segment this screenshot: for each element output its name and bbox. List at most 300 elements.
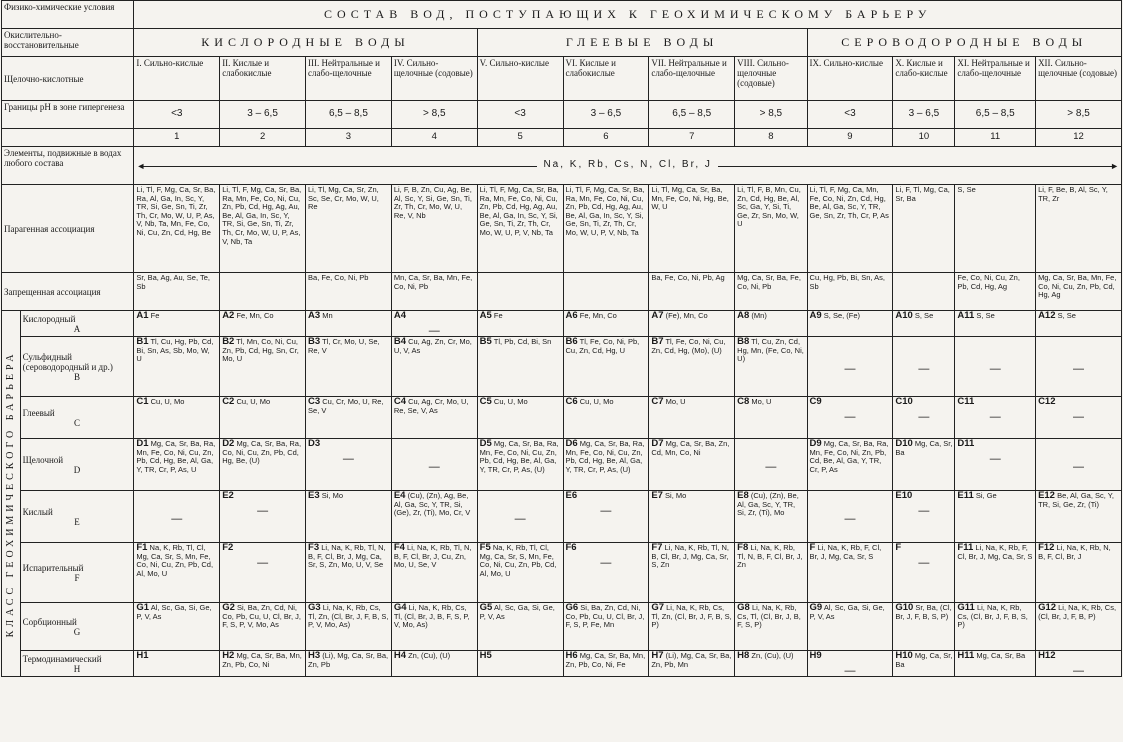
- barrier-elements: (Mn): [751, 311, 767, 320]
- barrier-elements: Zn, (Cu), (U): [751, 651, 794, 661]
- barrier-elements: —: [989, 410, 1001, 423]
- barrier-code: F11: [957, 542, 974, 554]
- paragenetic-cell-6: Li, Tl, F, Mg, Ca, Sr, Ba, Ra, Mn, Fe, Co, Ni, Cu, Zn, Pb, Cd, Hg, Ag, Au, Be, Al, Ga, In, Sc, Y, Si, Ge, Sn, Ti, Zr, Th, Cr, Mo, W, U, P, V, Nb, Ta: [563, 185, 649, 273]
- barrier-code: A2: [222, 310, 235, 321]
- barrier-cell-d11: [955, 439, 1036, 491]
- barrier-cell-b2: [220, 337, 306, 397]
- barrier-cell-a5: [477, 311, 563, 337]
- barrier-cell-g4: [391, 603, 477, 651]
- barrier-elements: Cu, Cr, Mo, U, Re, Se, V: [308, 397, 384, 415]
- barrier-cell-h2: [220, 651, 306, 677]
- barrier-name-text: Щелочной: [22, 454, 64, 465]
- barrier-elements: —: [989, 452, 1001, 465]
- barrier-row-e: [2, 491, 1122, 543]
- barrier-elements: Li, Na, K, Rb, Cs, (Cl, Br, J, F, B, P): [1038, 603, 1117, 621]
- barrier-cell-c7: [649, 397, 735, 439]
- column-name-5: V. Сильно-кислые: [477, 57, 563, 101]
- column-name-10: X. Кислые и слабо-кислые: [893, 57, 955, 101]
- barrier-class-vertical-label: КЛАСС ГЕОХИМИЧЕСКОГО БАРЬЕРА: [2, 311, 21, 677]
- barrier-cell-e2: [220, 491, 306, 543]
- barrier-cell-c8: [735, 397, 807, 439]
- barrier-elements: —: [918, 410, 930, 423]
- barrier-elements: —: [844, 410, 856, 423]
- composition-header: СОСТАВ ВОД, ПОСТУПАЮЩИХ К ГЕОХИМИЧЕСКОМУ БАРЬЕРУ: [134, 1, 1122, 29]
- barrier-elements: —: [1073, 410, 1085, 423]
- column-name-8: VIII. Сильно-щелочные (содовые): [735, 57, 807, 101]
- mobile-elements-arrow-cell: [134, 147, 1122, 185]
- barrier-code: D1: [136, 438, 149, 450]
- ph-limits-label: Границы pH в зоне гипергенеза: [2, 101, 134, 129]
- barrier-code: H8: [737, 650, 750, 662]
- barrier-row-d: [2, 439, 1122, 491]
- barrier-elements: Mg, Ca, Sr, Ba: [895, 439, 953, 457]
- barrier-code: H5: [479, 650, 492, 662]
- barrier-elements: Mg, Ca, Sr, Ba, Ra, Mn, Fe, Co, Ni, Cu, Zn, Pb, Cd, Hg, Be, Al, Ga, Y, TR, Cr, P, As, (U): [565, 439, 645, 474]
- barrier-elements: S, Se: [1057, 311, 1076, 320]
- barrier-code: H9: [809, 650, 822, 662]
- barrier-elements: —: [765, 461, 777, 474]
- barrier-elements: —: [257, 504, 269, 517]
- barrier-code: B7: [651, 336, 664, 348]
- barrier-elements: Mg, Ca, Sr, Ba, Zn, Cd, Mn, Co, Ni: [651, 439, 730, 457]
- barrier-cell-d7: [649, 439, 735, 491]
- barrier-elements: Li, Na, K, Rb, F, Cl, Br, J, Mg, Ca, Sr, S: [957, 543, 1033, 561]
- barrier-cell-g12: [1036, 603, 1122, 651]
- column-name-7: VII. Нейтральные и слабо-щелочные: [649, 57, 735, 101]
- barrier-name-c: [20, 397, 134, 439]
- forbidden-cell-11: Fe, Co, Ni, Cu, Zn, Pb, Cd, Hg, Ag: [955, 273, 1036, 311]
- forbidden-cell-12: Mg, Ca, Sr, Ba, Mn, Fe, Co, Ni, Cu, Zn, Pb, Cd, Hg, Ag: [1036, 273, 1122, 311]
- barrier-cell-d6: [563, 439, 649, 491]
- column-number-8: 8: [735, 129, 807, 147]
- barrier-cell-b9: [807, 337, 893, 397]
- barrier-cell-f9: [807, 543, 893, 603]
- barrier-code: B8: [737, 336, 750, 348]
- barrier-cell-d9: [807, 439, 893, 491]
- mobile-elements-label: Элементы, подвижные в водах любого состава: [2, 147, 134, 185]
- barrier-cell-f11: [955, 543, 1036, 603]
- barrier-row-b: [2, 337, 1122, 397]
- barrier-cell-c10: [893, 397, 955, 439]
- barrier-elements: Li, Na, K, Rb, Cs, Tl, (Cl, Br, J, B, F, S, P, V, Mo, As): [393, 603, 470, 630]
- barrier-elements: Li, Na, K, Rb, Cs, (Cl, Br, J, F, B, S, P): [957, 603, 1028, 630]
- barrier-code: A10: [895, 310, 913, 321]
- barrier-cell-a6: [563, 311, 649, 337]
- ph-range-12: > 8,5: [1036, 101, 1122, 129]
- barrier-cell-g7: [649, 603, 735, 651]
- barrier-elements: Mg, Ca, Sr, Ba, Ra, Co, Ni, Cu, Zn, Pb, Cd, Hg, Be, (U): [222, 439, 302, 466]
- barrier-row-g: [2, 603, 1122, 651]
- barrier-cell-c4: [391, 397, 477, 439]
- barrier-elements: —: [171, 513, 183, 526]
- barrier-elements: —: [1073, 363, 1085, 376]
- barrier-code: D9: [809, 438, 822, 450]
- barrier-name-h: [20, 651, 134, 677]
- barrier-letter: D: [73, 464, 81, 475]
- barrier-elements: Na, K, Rb, Tl, Cl, Mg, Ca, Sr, S, Mn, Fe, Co, Ni, Cu, Zn, Pb, Cd, Al, Mo, U: [479, 543, 557, 578]
- barrier-cell-b5: [477, 337, 563, 397]
- geochemical-barrier-table: [1, 0, 1122, 677]
- barrier-cell-h1: [134, 651, 220, 677]
- barrier-code: A12: [1038, 310, 1056, 321]
- barrier-name-e: [20, 491, 134, 543]
- column-number-11: 11: [955, 129, 1036, 147]
- barrier-elements: Li, Na, K, Rb, Tl, N, B, F, Cl, Br, J, Zn: [737, 543, 803, 570]
- column-name-11: XI. Нейтральные и слабо-щелочные: [955, 57, 1036, 101]
- barrier-elements: Cu, Ag, Zn, Cr, Mo, U, V, As: [393, 337, 472, 355]
- barrier-cell-e3: [306, 491, 392, 543]
- barrier-cell-g9: [807, 603, 893, 651]
- barrier-code: A9: [809, 310, 822, 321]
- barrier-elements: (Li), Mg, Ca, Sr, Ba, Zn, Pb, Mn: [651, 651, 732, 669]
- barrier-cell-c2: [220, 397, 306, 439]
- barrier-elements: —: [989, 363, 1001, 376]
- barrier-cell-e9: [807, 491, 893, 543]
- barrier-code: G5: [479, 602, 493, 614]
- barrier-cell-f1: [134, 543, 220, 603]
- paragenetic-cell-12: Li, F, Be, B, Al, Sc, Y, TR, Zr: [1036, 185, 1122, 273]
- column-number-1: 1: [134, 129, 220, 147]
- barrier-code: E7: [651, 490, 663, 502]
- barrier-code: F1: [136, 542, 148, 554]
- paragenetic-cell-8: Li, Tl, F, B, Mn, Cu, Zn, Cd, Hg, Be, Al, Sc, Ga, Y, Si, Ti, Ge, Zr, Sn, Mo, W, U: [735, 185, 807, 273]
- paragenetic-cell-4: Li, F, B, Zn, Cu, Ag, Be, Al, Sc, Y, Si, Ge, Sn, Ti, Zr, Th, Cr, Mo, W, U, Re, V, Nb: [391, 185, 477, 273]
- barrier-code: A4: [393, 310, 406, 321]
- alkaline-acid-label: Щелочно-кислотные: [2, 57, 134, 101]
- barrier-name-text: Сульфидный (сероводородный и др.): [22, 351, 113, 372]
- barrier-code: F12: [1038, 542, 1055, 554]
- barrier-code: E12: [1038, 490, 1055, 502]
- barrier-cell-d10: [893, 439, 955, 491]
- barrier-cell-h11: [955, 651, 1036, 677]
- barrier-elements: —: [428, 461, 440, 474]
- barrier-cell-g11: [955, 603, 1036, 651]
- barrier-elements: (Cu), (Zn), Ag, Be, Al, Ga, Sc, Y, TR, Si, (Ge), Zr, (Ti), Mo, Cr, V: [393, 491, 471, 518]
- barrier-elements: Be, Al, Ga, Sc, Y, TR, Si, Ge, Zr, (Ti): [1038, 491, 1114, 509]
- barrier-code: B6: [565, 336, 578, 348]
- barrier-cell-f4: [391, 543, 477, 603]
- barrier-elements: Cu, U, Mo: [150, 397, 185, 407]
- barrier-elements: —: [918, 363, 930, 376]
- barrier-code: F5: [479, 542, 491, 554]
- forbidden-cell-1: Sr, Ba, Ag, Au, Se, Te, Sb: [134, 273, 220, 311]
- barrier-code: G4: [393, 602, 407, 614]
- paragenetic-cell-2: Li, Tl, F, Mg, Ca, Sr, Ba, Ra, Mn, Fe, Co, Ni, Cu, Zn, Pb, Cd, Hg, Ag, Au, Be, Al, Ga, In, Sc, Y, TR, Si, Ge, Sn, Ti, Zr, Th, Cr, Mo, W, U, P, As, V, Nb, Ta: [220, 185, 306, 273]
- barrier-code: C9: [809, 396, 822, 408]
- forbidden-cell-5: [477, 273, 563, 311]
- barrier-cell-b10: [893, 337, 955, 397]
- number-row-blank: [2, 129, 134, 147]
- barrier-code: C1: [136, 396, 149, 408]
- barrier-code: G10: [895, 602, 914, 614]
- barrier-elements: Li, Na, K, Rb, Cs, Tl, Zn, (Cl, Br, J, F, B, S, P, V, Mo, As): [308, 603, 389, 630]
- barrier-code: H1: [136, 650, 149, 662]
- arrow-left-icon: ◄: [136, 160, 146, 171]
- barrier-cell-e11: [955, 491, 1036, 543]
- barrier-cell-f10: [893, 543, 955, 603]
- barrier-cell-a9: [807, 311, 893, 337]
- barrier-letter: H: [73, 663, 81, 674]
- barrier-elements: S, Se: [914, 311, 934, 320]
- barrier-code: A6: [565, 310, 578, 321]
- barrier-cell-a1: [134, 311, 220, 337]
- barrier-elements: Li, Na, K, Rb, Cs, Tl, (Cl, Br, J, B, F, S, P): [737, 603, 801, 630]
- barrier-elements: —: [1073, 664, 1085, 677]
- barrier-name-text: Кислый: [22, 506, 53, 517]
- barrier-elements: Mg, Ca, Sr, Ba, Ra, Mn, Fe, Co, Ni, Cu, Zn, Pb, Cd, Hg, Be, Al, Ga, Y, TR, Cr, P, As, U: [136, 439, 216, 474]
- barrier-name-b: [20, 337, 134, 397]
- barrier-cell-b12: [1036, 337, 1122, 397]
- barrier-code: F7: [651, 542, 663, 554]
- barrier-code: D11: [957, 438, 975, 450]
- barrier-elements: Cu, U, Mo: [579, 397, 614, 407]
- barrier-letter: E: [74, 516, 80, 527]
- barrier-cell-h6: [563, 651, 649, 677]
- barrier-cell-g8: [735, 603, 807, 651]
- barrier-code: F8: [737, 542, 749, 554]
- barrier-elements: Li, Na, K, Rb, Tl, N, B, F, Cl, Br, J, Cu, Zn, Mo, U, Se, V: [393, 543, 472, 570]
- barrier-cell-h4: [391, 651, 477, 677]
- column-number-12: 12: [1036, 129, 1122, 147]
- barrier-cell-c9: [807, 397, 893, 439]
- paragenetic-cell-9: Li, Tl, F, Mg, Ca, Mn, Fe, Co, Ni, Zn, Cd, Hg, Be, Al, Ga, Sc, Y, TR, Ge, Sn, Zr, Th, Cr, P, As: [807, 185, 893, 273]
- barrier-elements: Tl, Fe, Co, Ni, Pb, Cu, Zn, Cd, Hg, U: [565, 337, 640, 355]
- barrier-name-f: [20, 543, 134, 603]
- barrier-cell-f8: [735, 543, 807, 603]
- barrier-letter: G: [73, 626, 81, 637]
- barrier-elements: Al, Sc, Ga, Si, Ge, P, V, As: [479, 603, 555, 621]
- mobile-elements-list: Na, K, Rb, Cs, N, Cl, Br, J: [537, 159, 717, 170]
- barrier-code: E11: [957, 490, 974, 502]
- barrier-code: F4: [393, 542, 405, 554]
- barrier-cell-a2: [220, 311, 306, 337]
- column-number-5: 5: [477, 129, 563, 147]
- barrier-code: H7: [651, 650, 664, 662]
- barrier-row-h: [2, 651, 1122, 677]
- barrier-elements: Mo, U: [751, 397, 772, 407]
- barrier-name-d: [20, 439, 134, 491]
- barrier-cell-a10: [893, 311, 955, 337]
- column-name-3: III. Нейтральные и слабо-щелочные: [306, 57, 392, 101]
- barrier-cell-d8: [735, 439, 807, 491]
- barrier-cell-g6: [563, 603, 649, 651]
- barrier-name-text: Сорбционный: [22, 616, 77, 627]
- paragenetic-cell-7: Li, Tl, Mg, Ca, Sr, Ba, Mn, Fe, Co, Ni, Hg, Be, W, U: [649, 185, 735, 273]
- barrier-code: A11: [957, 310, 975, 321]
- barrier-cell-d12: [1036, 439, 1122, 491]
- barrier-elements: Zn, (Cu), (U): [408, 651, 451, 661]
- barrier-code: H4: [393, 650, 406, 662]
- barrier-cell-a8: [735, 311, 807, 337]
- barrier-cell-e7: [649, 491, 735, 543]
- barrier-name-g: [20, 603, 134, 651]
- column-number-3: 3: [306, 129, 392, 147]
- barrier-code: F: [809, 542, 816, 554]
- barrier-elements: Li, Na, K, Rb, Tl, N, B, F, Cl, Br, J, Mg, Ca, Sr, S, Zn, Mo, U, V, Se: [308, 543, 386, 570]
- barrier-cell-d5: [477, 439, 563, 491]
- barrier-elements: Si, Ba, Zn, Cd, Ni, Co, Pb, Cu, U, Cl, Br, J, F, S, P, Fe, Mn: [565, 603, 645, 630]
- barrier-code: G3: [308, 602, 321, 614]
- barrier-code: A5: [479, 310, 492, 321]
- paragenetic-cell-5: Li, Tl, F, Mg, Ca, Sr, Ba, Ra, Mn, Fe, Co, Ni, Cu, Zn, Pb, Cd, Hg, Ag, Au, Be, Al, Ga, In, Sc, Y, Si, Ge, Sn, Ti, Zr, Th, Cr, Mo, W, U, P, V, Nb, Ta: [477, 185, 563, 273]
- barrier-code: H6: [565, 650, 578, 662]
- barrier-elements: Al, Sc, Ga, Si, Ge, P, V, As: [136, 603, 212, 621]
- barrier-code: G12: [1038, 602, 1057, 614]
- paragenetic-cell-10: Li, F, Tl, Mg, Ca, Sr, Ba: [893, 185, 955, 273]
- column-name-6: VI. Кислые и слабокислые: [563, 57, 649, 101]
- column-number-10: 10: [893, 129, 955, 147]
- barrier-cell-a3: [306, 311, 392, 337]
- barrier-cell-h8: [735, 651, 807, 677]
- column-number-9: 9: [807, 129, 893, 147]
- barrier-cell-g10: [893, 603, 955, 651]
- barrier-elements: Al, Sc, Ga, Si, Ge, P, V, As: [809, 603, 885, 621]
- barrier-code: G9: [809, 602, 823, 614]
- barrier-elements: —: [600, 556, 612, 569]
- barrier-elements: —: [844, 664, 856, 677]
- barrier-cell-b8: [735, 337, 807, 397]
- barrier-code: G8: [737, 602, 750, 614]
- column-number-4: 4: [391, 129, 477, 147]
- barrier-elements: —: [257, 556, 269, 569]
- forbidden-association-label: Запрещенная ассоциация: [2, 273, 134, 311]
- barrier-cell-c11: [955, 397, 1036, 439]
- barrier-elements: Fe: [150, 311, 160, 320]
- barrier-row-a: [2, 311, 1122, 337]
- barrier-cell-c5: [477, 397, 563, 439]
- barrier-code: D7: [651, 438, 664, 450]
- barrier-code: C10: [895, 396, 913, 408]
- barrier-cell-b3: [306, 337, 392, 397]
- barrier-code: H11: [957, 650, 975, 662]
- barrier-code: E4: [393, 490, 406, 502]
- barrier-elements: —: [918, 556, 930, 569]
- barrier-code: F3: [308, 542, 320, 554]
- ph-range-5: <3: [477, 101, 563, 129]
- forbidden-cell-6: [563, 273, 649, 311]
- barrier-cell-c3: [306, 397, 392, 439]
- barrier-code: A1: [136, 310, 149, 321]
- barrier-code: C12: [1038, 396, 1056, 408]
- barrier-elements: Fe: [493, 311, 503, 320]
- barrier-code: B3: [308, 336, 321, 348]
- barrier-code: E8: [737, 490, 749, 502]
- barrier-elements: Mg, Ca, Sr, Ba, Mn, Zn, Pb, Co, Ni: [222, 651, 302, 669]
- barrier-cell-f12: [1036, 543, 1122, 603]
- barrier-elements: Si, Ge: [975, 491, 997, 501]
- barrier-cell-c1: [134, 397, 220, 439]
- barrier-cell-g3: [306, 603, 392, 651]
- barrier-elements: S, Se, (Fe): [823, 311, 861, 320]
- barrier-code: E2: [222, 490, 234, 502]
- barrier-elements: Si, Ba, Zn, Cd, Ni, Co, Pb, Cu, U, Cl, Br, J, F, S, P, V, Mo, As: [222, 603, 301, 630]
- ph-range-11: 6,5 – 8,5: [955, 101, 1036, 129]
- barrier-name-text: Кислородный: [22, 313, 76, 324]
- column-name-1: I. Сильно-кислые: [134, 57, 220, 101]
- barrier-cell-h10: [893, 651, 955, 677]
- barrier-elements: (Cu), (Zn), Be, Al, Ga, Sc, Y, TR, Si, Zr, (Ti), Mo: [737, 491, 799, 518]
- barrier-code: C2: [222, 396, 235, 408]
- barrier-code: D2: [222, 438, 235, 450]
- barrier-code: G7: [651, 602, 665, 614]
- barrier-name-text: Испарительный: [22, 562, 84, 573]
- barrier-cell-g1: [134, 603, 220, 651]
- forbidden-cell-8: Mg, Ca, Sr, Ba, Fe, Co, Ni, Pb: [735, 273, 807, 311]
- barrier-elements: —: [600, 504, 612, 517]
- barrier-row-c: [2, 397, 1122, 439]
- barrier-name-a: [20, 311, 134, 337]
- ph-range-1: <3: [134, 101, 220, 129]
- barrier-cell-d4: [391, 439, 477, 491]
- barrier-cell-b6: [563, 337, 649, 397]
- barrier-code: F: [895, 542, 902, 554]
- barrier-cell-e4: [391, 491, 477, 543]
- barrier-elements: Na, K, Rb, Tl, Cl, Mg, Ca, Sr, S, Mn, Fe, Co, Ni, Cu, Zn, Pb, Cd, Al, Mo, U: [136, 543, 214, 578]
- column-name-9: IX. Сильно-кислые: [807, 57, 893, 101]
- barrier-code: D5: [479, 438, 492, 450]
- barrier-cell-g5: [477, 603, 563, 651]
- hydrosulfide-waters-header: СЕРОВОДОРОДНЫЕ ВОДЫ: [807, 29, 1121, 57]
- barrier-cell-h3: [306, 651, 392, 677]
- table-body: [2, 1, 1122, 677]
- barrier-cell-h5: [477, 651, 563, 677]
- barrier-code: C7: [651, 396, 664, 408]
- barrier-cell-h7: [649, 651, 735, 677]
- barrier-code: C6: [565, 396, 578, 408]
- barrier-code: G1: [136, 602, 150, 614]
- ph-range-2: 3 – 6,5: [220, 101, 306, 129]
- barrier-cell-c6: [563, 397, 649, 439]
- barrier-elements: Tl, Cu, Hg, Pb, Cd, Bi, Sn, As, Sb, Mo, W, U: [136, 337, 214, 364]
- barrier-code: B1: [136, 336, 149, 348]
- barrier-cell-h9: [807, 651, 893, 677]
- barrier-code: B4: [393, 336, 406, 348]
- barrier-elements: (Fe), Mn, Co: [665, 311, 708, 320]
- barrier-elements: Fe, Mn, Co: [236, 311, 274, 320]
- paragenetic-association-label: Парагенная ассоциация: [2, 185, 134, 273]
- barrier-cell-d3: [306, 439, 392, 491]
- barrier-elements: Sr, Ba, (Cl, Br, J, F, B, S, P): [895, 603, 952, 621]
- barrier-cell-e1: [134, 491, 220, 543]
- barrier-code: C3: [308, 396, 321, 408]
- barrier-elements: S, Se: [976, 311, 995, 320]
- barrier-cell-g2: [220, 603, 306, 651]
- barrier-cell-a7: [649, 311, 735, 337]
- column-number-6: 6: [563, 129, 649, 147]
- barrier-elements: Si, Mo: [665, 491, 687, 501]
- barrier-cell-e12: [1036, 491, 1122, 543]
- barrier-code: G2: [222, 602, 235, 614]
- barrier-elements: Li, Na, K, Rb, N, B, F, Cl, Br, J: [1038, 543, 1111, 561]
- barrier-cell-e10: [893, 491, 955, 543]
- barrier-elements: Fe, Mn, Co: [579, 311, 617, 320]
- barrier-cell-c12: [1036, 397, 1122, 439]
- barrier-cell-a11: [955, 311, 1036, 337]
- barrier-code: C4: [393, 396, 406, 408]
- gley-waters-header: ГЛЕЕВЫЕ ВОДЫ: [477, 29, 807, 57]
- barrier-elements: Li, Na, K, Rb, F, Cl, Br, J, Mg, Ca, Sr, S: [809, 543, 882, 561]
- barrier-code: E3: [308, 490, 320, 502]
- barrier-code: C8: [737, 396, 750, 408]
- barrier-elements: —: [844, 363, 856, 376]
- barrier-cell-f7: [649, 543, 735, 603]
- barrier-code: B2: [222, 336, 235, 348]
- barrier-name-text: Термодинамический: [22, 653, 102, 664]
- barrier-code: G6: [565, 602, 579, 614]
- forbidden-cell-7: Ba, Fe, Co, Ni, Pb, Ag: [649, 273, 735, 311]
- forbidden-cell-10: [893, 273, 955, 311]
- barrier-cell-f2: [220, 543, 306, 603]
